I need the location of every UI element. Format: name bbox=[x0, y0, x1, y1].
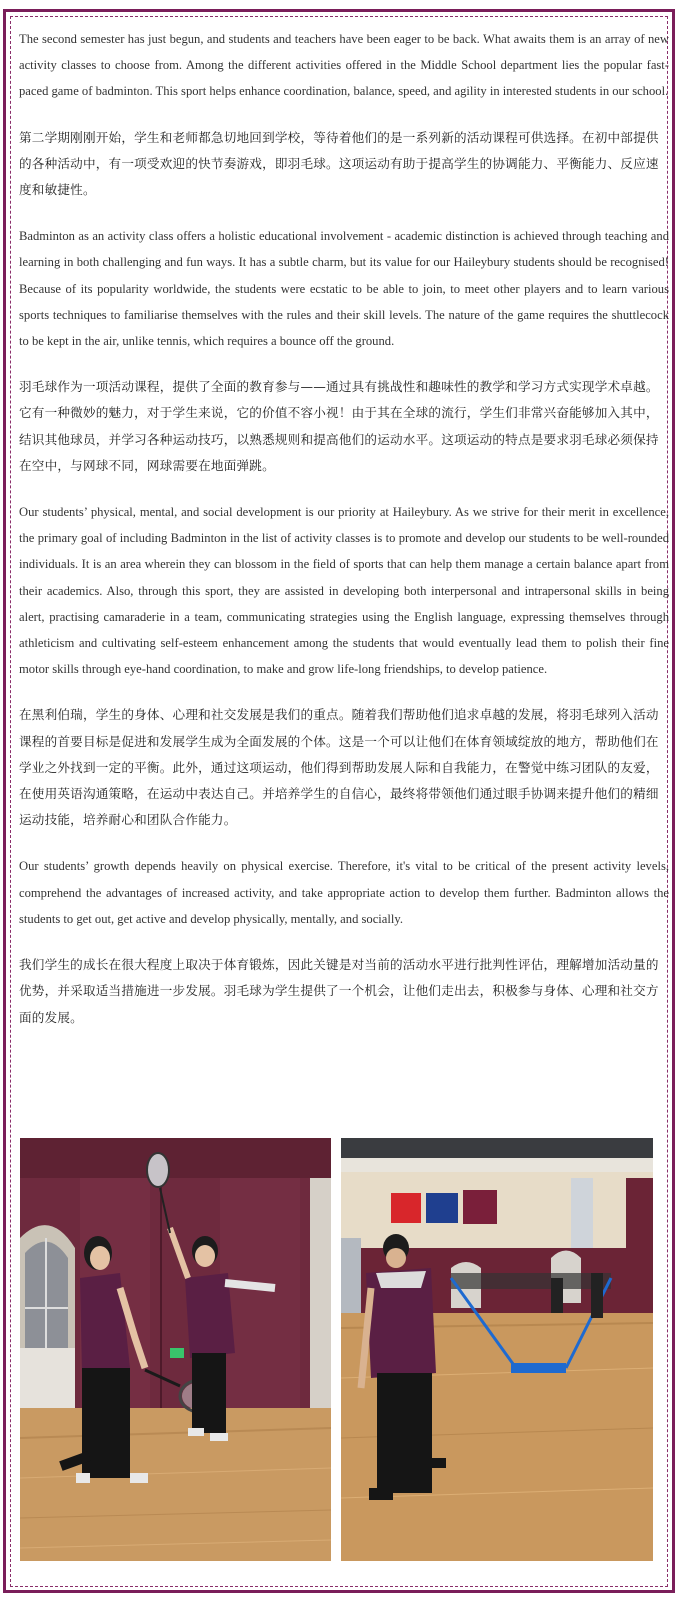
photo-row bbox=[20, 1138, 671, 1561]
paragraph-en-3: Our students’ physical, mental, and social development is our priority at Haileybury. As we strive for their merit in excellence, the primary goal of including Badminton in the list of activity classes is to promote and develop our students to be well-rounded individuals. It is an area wherein they can blossom in the field of sports that can help them manage a certain balance apart from their academics. Also, through this sport, they are assisted in developing both interpersonal and intrapersonal skills in being alert, practising camaraderie in a team, communicating strategies using the English language, expressing themselves through athleticism and cultivating self-esteem enhancement among the students that would eventually lead them to polish their fine motor skills through eye-hand coordination, to make and grow life-long friendships, to develop patience. bbox=[19, 505, 669, 677]
article-body bbox=[19, 26, 669, 1047]
paragraph-zh-4: 我们学生的成长在很大程度上取决于体育锻炼，因此关键是对当前的活动水平进行批判性评估，理解增加活动量的优势，并采取适当措施进一步发展。羽毛球为学生提供了一个机会，让他们走出去，积极参与身体、心理和社交方面的发展。 bbox=[19, 957, 659, 1025]
paragraph-en-4: Our students’ growth depends heavily on physical exercise. Therefore, it's vital to be critical of the present activity levels, comprehend the advantages of increased activity, and take appropriate action to develop them further. Badminton allows the students to get out, get active and develop physically, mentally, and socially. bbox=[19, 859, 669, 926]
badminton-players-photo bbox=[20, 1138, 331, 1561]
paragraph-en-1: The second semester has just begun, and students and teachers have been eager to be back. What awaits them is an array of new activity classes to choose from. Among the different activities offered in the Middle School department lies the popular fast-paced game of badminton. This sport helps enhance coordination, balance, speed, and agility in interested students in our school. bbox=[19, 32, 669, 99]
gym-badminton-net-photo bbox=[341, 1138, 653, 1561]
paragraph-zh-3: 在黑利伯瑞，学生的身体、心理和社交发展是我们的重点。随着我们帮助他们追求卓越的发展，将羽毛球列入活动课程的首要目标是促进和发展学生成为全面发展的个体。这是一个可以让他们在体育领域绽放的地方，帮助他们在学业之外找到一定的平衡。此外，通过这项运动，他们得到帮助发展人际和自我能力，在警觉中练习团队的友爱，在使用英语沟通策略，在运动中表达自己。并培养学生的自信心，最终将带领他们通过眼手协调来提升他们的精细运动技能，培养耐心和团队合作能力。 bbox=[19, 707, 659, 828]
paragraph-zh-1: 第二学期刚刚开始，学生和老师都急切地回到学校，等待着他们的是一系列新的活动课程可供选择。在初中部提供的各种活动中，有一项受欢迎的快节奏游戏，即羽毛球。这项运动有助于提高学生的协调能力、平衡能力、反应速度和敏捷性。 bbox=[19, 129, 659, 198]
paragraph-zh-2: 羽毛球作为一项活动课程，提供了全面的教育参与——通过具有挑战性和趣味性的教学和学习方式实现学术卓越。它有一种微妙的魅力，对于学生来说，它的价值不容小视！由于其在全球的流行，学生们非常兴奋能够加入其中，结识其他球员，并学习各种运动技巧，以熟悉规则和提高他们的运动水平。这项运动的特点是要求羽毛球必须保持在空中，与网球不同，网球需要在地面弹跳。 bbox=[19, 379, 659, 473]
paragraph-en-2: Badminton as an activity class offers a holistic educational involvement - academic distinction is achieved through teaching and learning in both challenging and fun ways. It has a subtle charm, but its value for our Haileybury students should be recognised! Because of its popularity worldwide, the students were ecstatic to be able to join, to meet other players and to learn various sports techniques to familiarise themselves with the rules and their skill levels. The nature of the game requires the shuttlecock to be kept in the air, unlike tennis, which requires a bounce off the ground. bbox=[19, 229, 669, 349]
